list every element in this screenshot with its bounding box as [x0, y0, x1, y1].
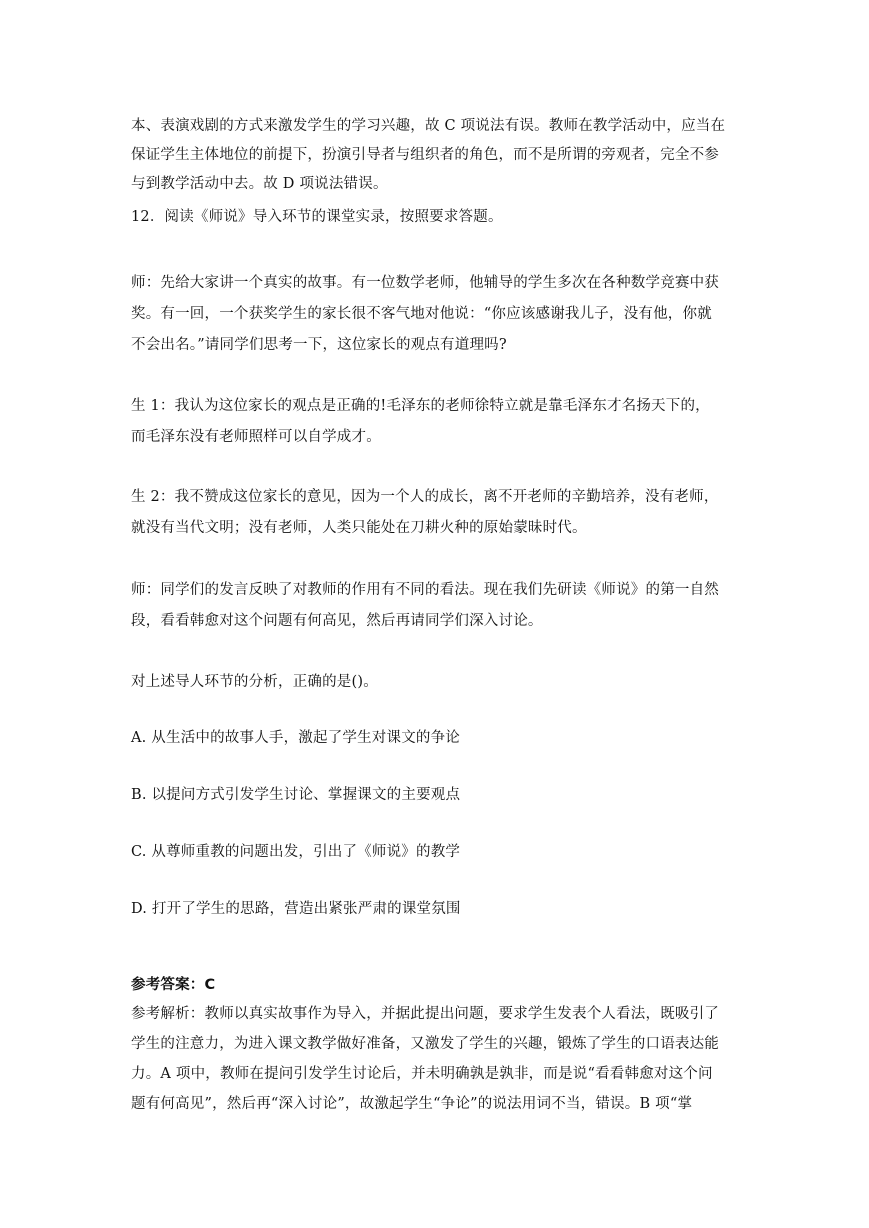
teacher-summary-line-1: 师：同学们的发言反映了对教师的作用有不同的看法。现在我们先研读《师说》的第一自然 [131, 582, 719, 598]
question-title: 12．阅读《师说》导入环节的课堂实录，按照要求答题。 [131, 209, 503, 225]
option-d: D. 打开了学生的思路，营造出紧张严肃的课堂氛围 [131, 901, 461, 917]
teacher-summary-line-2: 段，看看韩愈对这个问题有何高见，然后再请同学们深入讨论。 [131, 613, 543, 629]
question-prompt: 对上述导人环节的分析，正确的是()。 [131, 674, 378, 690]
prev-explanation-line-2: 保证学生主体地位的前提下，扮演引导者与组织者的角色，而不是所谓的旁观者，完全不参 [131, 147, 719, 163]
answer-label: 参考答案：C [131, 977, 216, 993]
prev-explanation-line-3: 与到教学活动中去。故 D 项说法错误。 [131, 176, 388, 192]
analysis-line-4: 题有何高见”，然后再“深入讨论”，故激起学生“争论”的说法用词不当，错误。B 项“掌 [131, 1096, 693, 1112]
option-a: A. 从生活中的故事人手，激起了学生对课文的争论 [131, 730, 460, 746]
prev-explanation-line-1: 本、表演戏剧的方式来激发学生的学习兴趣，故 C 项说法有误。教师在教学活动中，应当在 [131, 118, 726, 134]
student2-line-1: 生 2：我不赞成这位家长的意见，因为一个人的成长，离不开老师的辛勤培养，没有老师， [131, 489, 719, 505]
analysis-line-3: 力。A 项中，教师在提问引发学生讨论后，并未明确孰是孰非，而是说“看看韩愈对这个问 [131, 1066, 713, 1082]
analysis-line-2: 学生的注意力，为进入课文教学做好准备，又激发了学生的兴趣，锻炼了学生的口语表达能 [131, 1036, 719, 1052]
teacher-intro-line-3: 不会出名。”请同学们思考一下，这位家长的观点有道理吗? [131, 337, 507, 353]
student1-line-2: 而毛泽东没有老师照样可以自学成才。 [131, 429, 381, 445]
analysis-line-1: 参考解析：教师以真实故事作为导入，并据此提出问题，要求学生发表个人看法，既吸引了 [131, 1006, 719, 1022]
student1-line-1: 生 1：我认为这位家长的观点是正确的!毛泽东的老师徐特立就是靠毛泽东才名扬天下的， [131, 398, 710, 414]
teacher-intro-line-1: 师：先给大家讲一个真实的故事。有一位数学老师，他辅导的学生多次在各种数学竞赛中获 [131, 275, 719, 291]
teacher-intro-line-2: 奖。有一回，一个获奖学生的家长很不客气地对他说：“你应该感谢我儿子，没有他，你就 [131, 306, 712, 322]
student2-line-2: 就没有当代文明；没有老师，人类只能处在刀耕火种的原始蒙昧时代。 [131, 520, 587, 536]
option-c: C. 从尊师重教的问题出发，引出了《师说》的教学 [131, 844, 461, 860]
option-b: B. 以提问方式引发学生讨论、掌握课文的主要观点 [131, 787, 461, 803]
